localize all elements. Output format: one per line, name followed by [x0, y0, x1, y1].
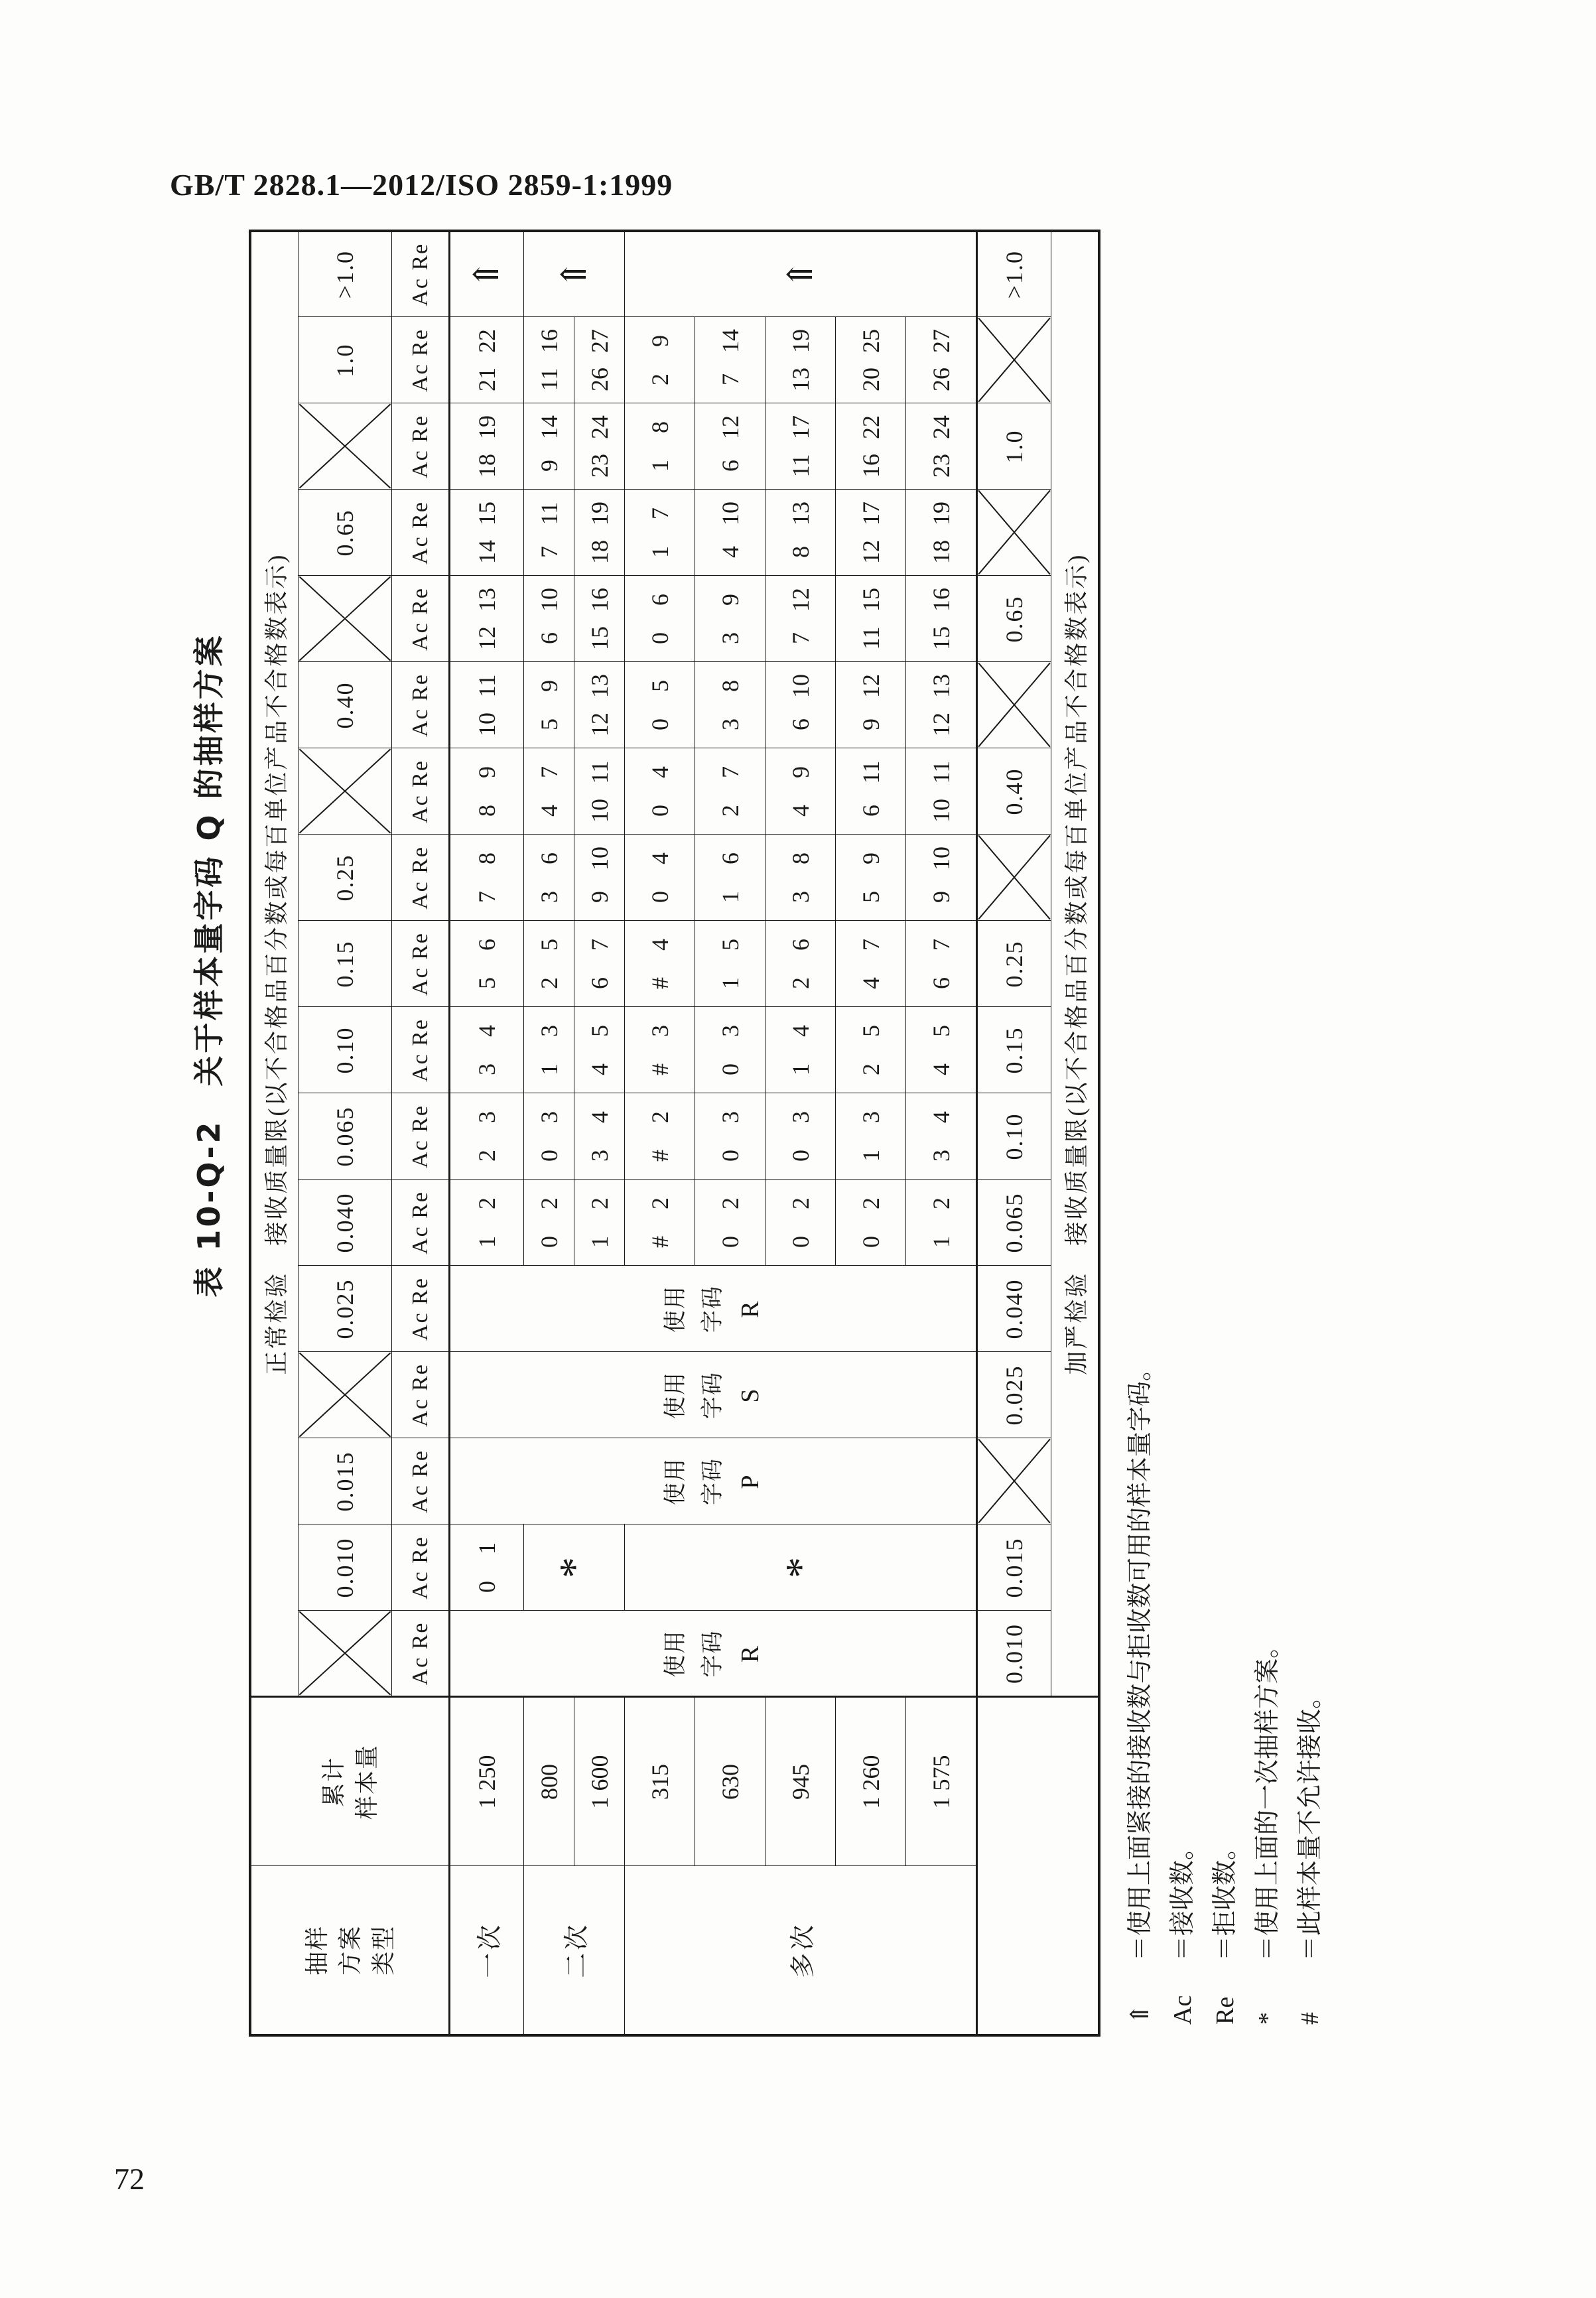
- cumulative-size-cell: 1 260: [836, 1697, 906, 1866]
- arrow-cell: ⇑: [524, 231, 625, 317]
- multiple-pair-cell: 2025: [836, 317, 906, 403]
- multiple-pair-cell: 39: [695, 576, 765, 662]
- ac-re-header: Ac Re: [392, 1352, 450, 1438]
- aql-normal-crossed-cell: [299, 403, 392, 490]
- single-pair-cell: 56: [450, 921, 524, 1007]
- sample-type-label-double: 二次: [524, 1866, 625, 2035]
- multiple-pair-cell: 612: [695, 403, 765, 490]
- multiple-pair-cell: 1819: [906, 490, 977, 576]
- double-pair-cell: 45: [574, 1007, 625, 1093]
- aql-normal-label: 0.25: [299, 835, 392, 921]
- multiple-pair-cell: 2324: [906, 403, 977, 490]
- double-pair-cell: 13: [524, 1007, 574, 1093]
- x-icon: [299, 576, 391, 662]
- single-pair-cell: 2122: [450, 317, 524, 403]
- ac-re-header: Ac Re: [392, 1180, 450, 1266]
- use-code-note-cell: 使用 字码 P: [450, 1438, 977, 1524]
- aql-tightened-label: 1.0: [977, 403, 1051, 490]
- x-icon: [299, 404, 391, 490]
- multiple-pair-cell: 49: [765, 748, 836, 835]
- aql-normal-label: 0.040: [299, 1180, 392, 1266]
- sampling-plan-table: [249, 230, 1100, 2037]
- double-pair-cell: 47: [524, 748, 574, 835]
- ac-re-header: Ac Re: [392, 1093, 450, 1180]
- x-icon: [299, 749, 391, 835]
- multiple-pair-cell: 38: [695, 662, 765, 748]
- multiple-pair-cell: 712: [765, 576, 836, 662]
- multiple-pair-cell: 1319: [765, 317, 836, 403]
- aql-normal-crossed-cell: [299, 1611, 392, 1697]
- multiple-pair-cell: 03: [695, 1007, 765, 1093]
- footnote-text: ＝使用上面的一次抽样方案。: [1254, 1633, 1282, 1961]
- ac-re-header: Ac Re: [392, 317, 450, 403]
- multiple-pair-cell: 16: [695, 835, 765, 921]
- footnote-symbol: Ac: [1169, 1995, 1197, 2025]
- cumulative-size-cell: 800: [524, 1697, 574, 1866]
- multiple-pair-cell: 12: [906, 1180, 977, 1266]
- footnotes: [1119, 232, 1331, 2037]
- multiple-pair-cell: 04: [625, 835, 695, 921]
- double-pair-cell: 34: [574, 1093, 625, 1180]
- use-code-note-cell: 使用 字码 R: [450, 1266, 977, 1352]
- x-icon: [978, 490, 1051, 576]
- aql-tightened-label: 0.015: [977, 1524, 1051, 1611]
- sample-type-label-multiple: 多次: [625, 1866, 977, 2035]
- cumulative-size-cell: 1 600: [574, 1697, 625, 1866]
- ac-re-header: Ac Re: [392, 921, 450, 1007]
- ac-re-header: Ac Re: [392, 490, 450, 576]
- x-icon: [978, 318, 1051, 403]
- single-pair-cell: 78: [450, 835, 524, 921]
- aql-tightened-crossed-cell: [977, 1438, 1051, 1524]
- footnote-symbol: *: [1254, 2012, 1282, 2025]
- ac-re-header: Ac Re: [392, 231, 450, 317]
- aql-normal-label: 0.010: [299, 1524, 392, 1611]
- multiple-pair-cell: 611: [836, 748, 906, 835]
- aql-tightened-label: >1.0: [977, 231, 1051, 317]
- sample-type-label-single: 一次: [450, 1866, 524, 2035]
- multiple-pair-cell: 03: [765, 1093, 836, 1180]
- multiple-pair-cell: 2627: [906, 317, 977, 403]
- footnote-symbol: Re: [1211, 1996, 1239, 2025]
- multiple-pair-cell: 714: [695, 317, 765, 403]
- multiple-pair-cell: 29: [625, 317, 695, 403]
- multiple-pair-cell: #3: [625, 1007, 695, 1093]
- corner-size-header: 累计 样本量: [250, 1697, 450, 1866]
- multiple-pair-cell: 18: [625, 403, 695, 490]
- double-pair-cell: 12: [574, 1180, 625, 1266]
- double-pair-cell: 59: [524, 662, 574, 748]
- cumulative-size-cell: 1 575: [906, 1697, 977, 1866]
- double-pair-cell: 36: [524, 835, 574, 921]
- double-pair-cell: 02: [524, 1180, 574, 1266]
- use-code-note-cell: 使用 字码 S: [450, 1352, 977, 1438]
- double-pair-cell: 25: [524, 921, 574, 1007]
- aql-normal-crossed-cell: [299, 748, 392, 835]
- footnote-text: ＝接收数。: [1169, 1834, 1197, 1961]
- multiple-pair-cell: 13: [836, 1093, 906, 1180]
- aql-normal-label: 1.0: [299, 317, 392, 403]
- multiple-pair-cell: 45: [906, 1007, 977, 1093]
- x-icon: [978, 835, 1051, 921]
- x-icon: [978, 1439, 1051, 1524]
- ac-re-header: Ac Re: [392, 576, 450, 662]
- multiple-pair-cell: 34: [906, 1093, 977, 1180]
- tightened-inspection-header: 加严检验 接收质量限(以不合格品百分数或每百单位产品不合格数表示): [1051, 231, 1100, 1697]
- footnote-symbol: ⇑: [1126, 2003, 1154, 2025]
- multiple-pair-cell: 1117: [765, 403, 836, 490]
- normal-inspection-header: 正常检验 接收质量限(以不合格品百分数或每百单位产品不合格数表示): [250, 231, 299, 1697]
- footnote-line: [1246, 232, 1289, 2025]
- ac-re-header: Ac Re: [392, 1007, 450, 1093]
- multiple-pair-cell: 38: [765, 835, 836, 921]
- multiple-pair-cell: 04: [625, 748, 695, 835]
- footnote-line: [1119, 232, 1162, 2025]
- multiple-pair-cell: 1217: [836, 490, 906, 576]
- double-pair-cell: 2324: [574, 403, 625, 490]
- aql-tightened-label: 0.25: [977, 921, 1051, 1007]
- double-pair-cell: 2627: [574, 317, 625, 403]
- star-cell: *: [625, 1524, 977, 1611]
- single-pair-cell: 89: [450, 748, 524, 835]
- aql-tightened-label: 0.10: [977, 1093, 1051, 1180]
- multiple-pair-cell: 410: [695, 490, 765, 576]
- aql-normal-label: 0.065: [299, 1093, 392, 1180]
- double-pair-cell: 910: [574, 835, 625, 921]
- footnote-text: ＝拒收数。: [1211, 1834, 1239, 1961]
- aql-tightened-crossed-cell: [977, 835, 1051, 921]
- footnote-text: ＝使用上面紧接的接收数与拒收数可用的样本量字码。: [1126, 1355, 1154, 1961]
- multiple-pair-cell: 1213: [906, 662, 977, 748]
- corner-type-header: 抽样 方案 类型: [250, 1866, 450, 2035]
- footnote-line: [1289, 232, 1331, 2025]
- aql-tightened-label: 0.010: [977, 1611, 1051, 1697]
- multiple-pair-cell: 47: [836, 921, 906, 1007]
- multiple-pair-cell: 813: [765, 490, 836, 576]
- multiple-pair-cell: 910: [906, 835, 977, 921]
- double-pair-cell: 1116: [524, 317, 574, 403]
- document-standard-number: GB/T 2828.1—2012/ISO 2859-1:1999: [170, 168, 673, 202]
- aql-tightened-crossed-cell: [977, 317, 1051, 403]
- aql-normal-label: 0.65: [299, 490, 392, 576]
- rotated-table-container: [189, 232, 1324, 2037]
- multiple-pair-cell: 912: [836, 662, 906, 748]
- multiple-pair-cell: 06: [625, 576, 695, 662]
- ac-re-header: Ac Re: [392, 1438, 450, 1524]
- cumulative-size-cell: 1 250: [450, 1697, 524, 1866]
- multiple-pair-cell: 1516: [906, 576, 977, 662]
- ac-re-header: Ac Re: [392, 1266, 450, 1352]
- cumulative-size-cell: 945: [765, 1697, 836, 1866]
- ac-re-header: Ac Re: [392, 1524, 450, 1611]
- multiple-pair-cell: #2: [625, 1180, 695, 1266]
- single-pair-cell: 1011: [450, 662, 524, 748]
- bottom-corner-cell: [977, 1697, 1100, 2035]
- single-pair-cell: 1819: [450, 403, 524, 490]
- x-icon: [978, 663, 1051, 748]
- double-pair-cell: 1819: [574, 490, 625, 576]
- ac-re-header: Ac Re: [392, 403, 450, 490]
- aql-tightened-label: 0.15: [977, 1007, 1051, 1093]
- multiple-pair-cell: 14: [765, 1007, 836, 1093]
- double-pair-cell: 610: [524, 576, 574, 662]
- aql-normal-label: 0.15: [299, 921, 392, 1007]
- x-icon: [299, 1353, 391, 1438]
- single-pair-cell: 1415: [450, 490, 524, 576]
- multiple-pair-cell: 03: [695, 1093, 765, 1180]
- footnote-symbol: #: [1296, 2012, 1324, 2025]
- aql-tightened-label: 0.40: [977, 748, 1051, 835]
- ac-re-header: Ac Re: [392, 835, 450, 921]
- double-pair-cell: 1516: [574, 576, 625, 662]
- multiple-pair-cell: 59: [836, 835, 906, 921]
- single-pair-cell: 12: [450, 1180, 524, 1266]
- aql-tightened-crossed-cell: [977, 490, 1051, 576]
- x-icon: [299, 1611, 391, 1696]
- multiple-pair-cell: 26: [765, 921, 836, 1007]
- multiple-pair-cell: 27: [695, 748, 765, 835]
- aql-tightened-crossed-cell: [977, 662, 1051, 748]
- multiple-pair-cell: 67: [906, 921, 977, 1007]
- multiple-pair-cell: 25: [836, 1007, 906, 1093]
- aql-normal-label: 0.025: [299, 1266, 392, 1352]
- double-pair-cell: 67: [574, 921, 625, 1007]
- page-number: 72: [114, 2162, 145, 2196]
- footnote-line: [1162, 232, 1204, 2025]
- multiple-pair-cell: 02: [695, 1180, 765, 1266]
- ac-re-header: Ac Re: [392, 662, 450, 748]
- multiple-pair-cell: #2: [625, 1093, 695, 1180]
- multiple-pair-cell: 02: [836, 1180, 906, 1266]
- double-pair-cell: 914: [524, 403, 574, 490]
- aql-tightened-label: 0.025: [977, 1352, 1051, 1438]
- aql-normal-label: 0.015: [299, 1438, 392, 1524]
- double-pair-cell: 711: [524, 490, 574, 576]
- multiple-pair-cell: #4: [625, 921, 695, 1007]
- aql-normal-crossed-cell: [299, 1352, 392, 1438]
- double-pair-cell: 03: [524, 1093, 574, 1180]
- multiple-pair-cell: 1622: [836, 403, 906, 490]
- ac-re-header: Ac Re: [392, 1611, 450, 1697]
- aql-tightened-label: 0.65: [977, 576, 1051, 662]
- multiple-pair-cell: 17: [625, 490, 695, 576]
- multiple-pair-cell: 15: [695, 921, 765, 1007]
- multiple-pair-cell: 05: [625, 662, 695, 748]
- multiple-pair-cell: 02: [765, 1180, 836, 1266]
- footnote-line: [1204, 232, 1246, 2025]
- multiple-pair-cell: 610: [765, 662, 836, 748]
- single-pair-cell: 34: [450, 1007, 524, 1093]
- footnote-text: ＝此样本量不允许接收。: [1296, 1683, 1324, 1961]
- cumulative-size-cell: 630: [695, 1697, 765, 1866]
- single-pair-cell: 1213: [450, 576, 524, 662]
- aql-tightened-label: 0.040: [977, 1266, 1051, 1352]
- multiple-pair-cell: 1115: [836, 576, 906, 662]
- aql-normal-label: 0.40: [299, 662, 392, 748]
- double-pair-cell: 1011: [574, 748, 625, 835]
- arrow-cell: ⇑: [450, 231, 524, 317]
- aql-tightened-label: 0.065: [977, 1180, 1051, 1266]
- single-pair-cell: 23: [450, 1093, 524, 1180]
- use-code-note-cell: 使用 字码 R: [450, 1611, 977, 1697]
- multiple-pair-cell: 1011: [906, 748, 977, 835]
- star-cell: *: [524, 1524, 625, 1611]
- double-pair-cell: 1213: [574, 662, 625, 748]
- ac-re-header: Ac Re: [392, 748, 450, 835]
- table-title: 表 10-Q-2 关于样本量字码 Q 的抽样方案: [191, 633, 227, 1298]
- single-pair-cell: 01: [450, 1524, 524, 1611]
- arrow-cell: ⇑: [625, 231, 977, 317]
- aql-normal-crossed-cell: [299, 576, 392, 662]
- cumulative-size-cell: 315: [625, 1697, 695, 1866]
- aql-normal-label: 0.10: [299, 1007, 392, 1093]
- aql-normal-label: >1.0: [299, 231, 392, 317]
